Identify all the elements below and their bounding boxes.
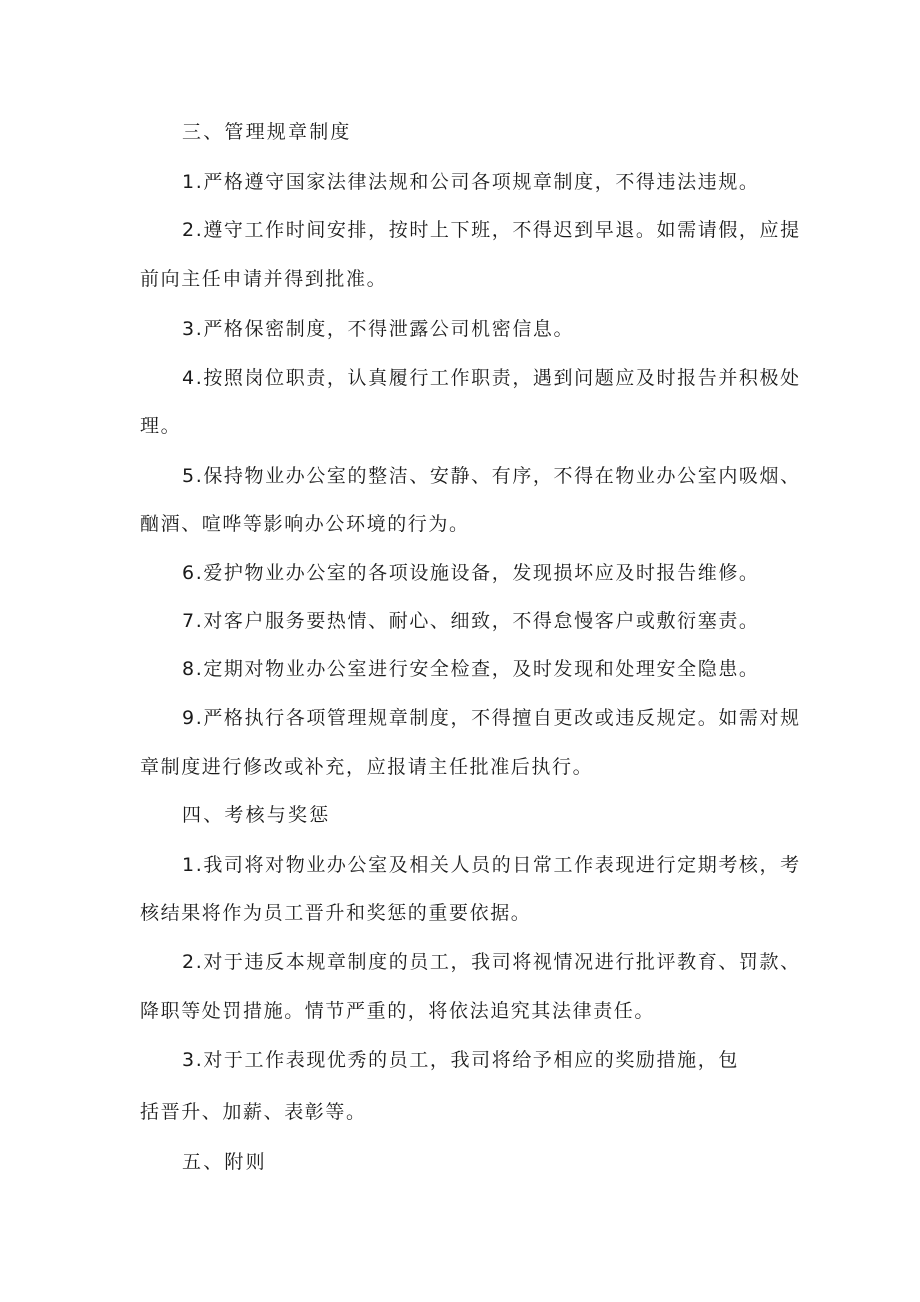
paragraph-line: 1.严格遵守国家法律法规和公司各项规章制度，不得违法违规。: [182, 171, 760, 193]
section-heading-management-rules: 三、管理规章制度: [182, 121, 352, 143]
paragraph-line: 核结果将作为员工晋升和奖惩的重要依据。: [140, 902, 532, 924]
paragraph-line: 前向主任申请并得到批准。: [140, 268, 388, 290]
paragraph-line: 2.遵守工作时间安排，按时上下班，不得迟到早退。如需请假，应提: [182, 219, 801, 241]
paragraph-line: 5.保持物业办公室的整洁、安静、有序，不得在物业办公室内吸烟、: [182, 465, 801, 487]
section-heading-assessment: 四、考核与奖惩: [182, 804, 331, 826]
paragraph-line: 酗酒、喧哗等影响办公环境的行为。: [140, 513, 470, 535]
paragraph-line: 3.严格保密制度，不得泄露公司机密信息。: [182, 318, 575, 340]
paragraph-line: 8.定期对物业办公室进行安全检查，及时发现和处理安全隐患。: [182, 658, 760, 680]
paragraph-line: 章制度进行修改或补充，应报请主任批准后执行。: [140, 756, 594, 778]
paragraph-line: 6.爱护物业办公室的各项设施设备，发现损坏应及时报告维修。: [182, 562, 760, 584]
paragraph-line: 降职等处罚措施。情节严重的，将依法追究其法律责任。: [140, 1000, 656, 1022]
paragraph-line: 括晋升、加薪、表彰等。: [140, 1101, 367, 1123]
paragraph-line: 理。: [140, 415, 182, 437]
paragraph-line: 1.我司将对物业办公室及相关人员的日常工作表现进行定期考核，考: [182, 854, 801, 876]
section-heading-supplementary: 五、附则: [182, 1151, 267, 1173]
paragraph-line: 9.严格执行各项管理规章制度，不得擅自更改或违反规定。如需对规: [182, 707, 801, 729]
paragraph-line: 4.按照岗位职责，认真履行工作职责，遇到问题应及时报告并积极处: [182, 367, 801, 389]
paragraph-line: 3.对于工作表现优秀的员工，我司将给予相应的奖励措施，包: [182, 1049, 739, 1071]
paragraph-line: 2.对于违反本规章制度的员工，我司将视情况进行批评教育、罚款、: [182, 951, 801, 973]
paragraph-line: 7.对客户服务要热情、耐心、细致，不得怠慢客户或敷衍塞责。: [182, 610, 760, 632]
